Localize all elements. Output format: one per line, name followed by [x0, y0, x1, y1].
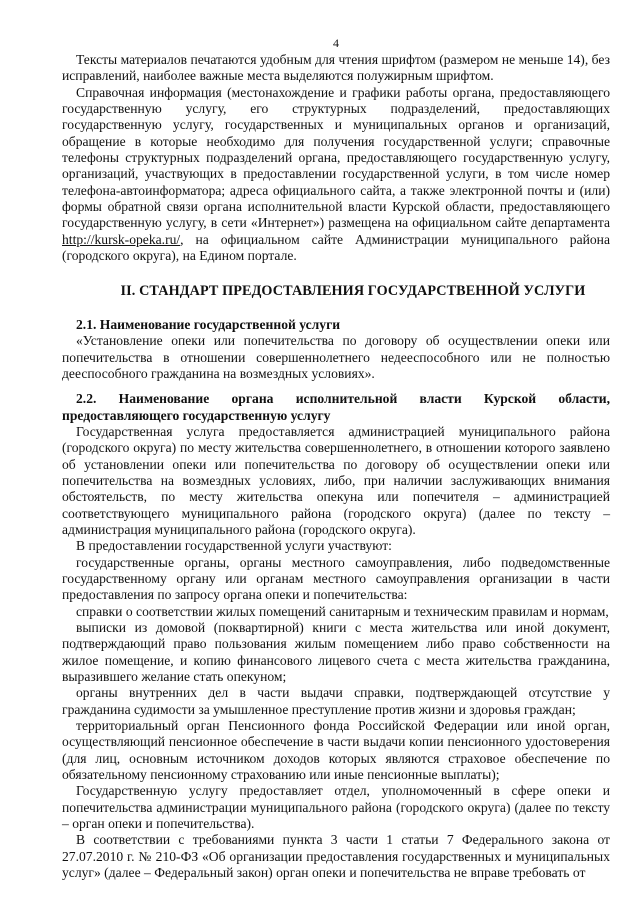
heading-2-2-line2: предоставляющего государственную услугу — [62, 407, 331, 423]
page-number: 4 — [333, 36, 339, 50]
paragraph-2-1: «Установление опеки или попечительства по договору об осуществлении опеки или попечительства в отношении совершеннолетнего недееспособного или не полностью дееспособного гражданина на возмездных условиях». — [62, 333, 610, 381]
paragraph-intro: Тексты материалов печатаются удобным для чтения шрифтом (размером не меньше 14), без исправлений, наиболее важные места выделяются полужирным шрифтом. — [62, 52, 610, 84]
reference-text-before: Справочная информация (местонахождение и графики работы органа, предоставляющего государственную услугу, его структурных подразделений, предоставляющих государственную услугу, государственных и муниципальных органов и организаций, обращение в которые необходимо для получения государственной услуги; справочные телефоны структурных подразделений органа, предоставляющего государственную услугу, организаций, участвующих в предоставлении государственной услуги, в том числе номер телефона-автоинформатора; адреса официального сайта, а также электронной почты и (или) формы обратной связи органа исполнительной власти Курской области, предоставляющего государственную услугу, в сети «Интернет») размещена на официальном сайте департамента — [62, 84, 610, 231]
paragraph-2-2-h: Государственную услугу предоставляет отдел, уполномоченный в сфере опеки и попечительства администрации муниципального района (городского округа) (далее по тексту – орган опеки и попечительства). — [62, 783, 610, 832]
paragraph-2-2-c: государственные органы, органы местного самоуправления, либо подведомственные государственному органу или органам местного самоуправления организации в части предоставления по запросу органа опеки и попечительства: — [62, 554, 610, 603]
department-site-link[interactable]: http://kursk-opeka.ru/ — [62, 231, 181, 247]
paragraph-2-2-g: территориальный орган Пенсионного фонда Российской Федерации или иной орган, осуществляющий пенсионное обеспечение в части выдачи копии пенсионного удостоверения (для лиц, основным источником доходов которых являются страховое обеспечение по обязательному пенсионному страхованию или иные пенсионные выплаты); — [62, 718, 610, 783]
paragraph-2-2-a: Государственная услуга предоставляется администрацией муниципального района (городского округа) по месту жительства совершеннолетнего, в отношении которого заявлено об установлении опеки или попечительства по договору об осуществлении опеки или попечительства на возмездных условиях, либо, при наличии заслуживающих внимания обстоятельств, по месту жительства опекуна или попечителя – администрацией соответствующего муниципального района (городского округа) (далее по тексту – администрация муниципального района (городского округа). — [62, 423, 610, 537]
heading-2-2-line1: 2.2. Наименование органа исполнительной власти Курской области, — [76, 391, 610, 407]
section-title: II. СТАНДАРТ ПРЕДОСТАВЛЕНИЯ ГОСУДАРСТВЕННОЙ УСЛУГИ — [120, 283, 586, 300]
paragraph-reference-info — [62, 85, 610, 265]
paragraph-2-2-i: В соответствии с требованиями пункта 3 части 1 статьи 7 Федерального закона от 27.07.2010 г. № 210-ФЗ «Об организации предоставления государственных и муниципальных услуг» (далее – Федеральный закон) орган опеки и попечительства не вправе требовать от — [62, 832, 610, 881]
paragraph-2-2-d: справки о соответствии жилых помещений санитарным и техническим правилам и нормам, — [76, 603, 609, 619]
reference-text-after: , на официальном сайте Администрации муниципального района (городского округа), на Едином портале. — [62, 231, 610, 264]
spacer — [62, 382, 610, 391]
paragraph-2-2-f: органы внутренних дел в части выдачи справки, подтверждающей отсутствие у гражданина судимости за умышленное преступление против жизни и здоровья граждан; — [62, 685, 610, 717]
paragraph-2-2-b: В предоставлении государственной услуги участвуют: — [76, 538, 392, 554]
paragraph-2-2-e: выписки из домовой (поквартирной) книги с места жительства или иной документ, подтверждающий право пользования жилым помещением либо право собственности на жилое помещение, и копию финансового лицевого счета с места жительства гражданина, выразившего желание стать опекуном; — [62, 620, 610, 685]
heading-2-1: 2.1. Наименование государственной услуги — [76, 316, 341, 332]
